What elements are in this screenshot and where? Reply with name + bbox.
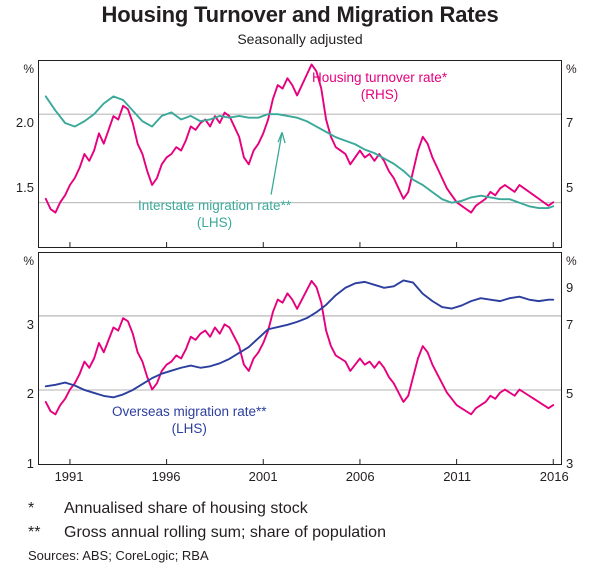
footnote-1-mark: * bbox=[28, 500, 35, 517]
top-left-tick-2-0: 2.0 bbox=[15, 115, 34, 130]
xtick-2001: 2001 bbox=[248, 469, 278, 484]
top-right-tick-5: 5 bbox=[566, 180, 574, 195]
footnote-2-mark: ** bbox=[28, 524, 41, 541]
xtick-2011: 2011 bbox=[443, 469, 472, 484]
annotation-overseas-migration bbox=[112, 404, 267, 438]
bottom-right-tick-5: 5 bbox=[566, 386, 574, 401]
bottom-right-tick-9: 9 bbox=[566, 280, 574, 295]
annotation-housing-turnover-label: Housing turnover rate* bbox=[312, 70, 448, 85]
chart-sources: Sources: ABS; CoreLogic; RBA bbox=[28, 548, 209, 563]
bottom-right-tick-7: 7 bbox=[566, 317, 574, 332]
xtick-1996: 1996 bbox=[151, 469, 181, 484]
annotation-interstate-migration bbox=[138, 198, 291, 232]
xtick-2006: 2006 bbox=[345, 469, 375, 484]
chart-subtitle: Seasonally adjusted bbox=[237, 31, 363, 47]
xtick-1991: 1991 bbox=[54, 469, 84, 484]
footnote-1-text: Annualised share of housing stock bbox=[64, 500, 308, 517]
annotation-housing-turnover bbox=[312, 70, 447, 104]
annotation-interstate-migration-axis: (LHS) bbox=[196, 214, 233, 230]
xtick-2016: 2016 bbox=[539, 469, 569, 484]
annotation-overseas-migration-axis: (LHS) bbox=[171, 420, 207, 436]
bottom-left-tick-1: 1 bbox=[26, 456, 34, 471]
annotation-housing-turnover-axis: (RHS) bbox=[360, 86, 399, 102]
panel-top-plot bbox=[39, 61, 561, 247]
top-right-axis-unit: % bbox=[566, 62, 577, 76]
top-right-tick-7: 7 bbox=[566, 115, 574, 130]
annotation-interstate-migration-label: Interstate migration rate** bbox=[138, 198, 292, 213]
bottom-left-tick-3: 3 bbox=[26, 317, 34, 332]
top-left-tick-1-5: 1.5 bbox=[15, 180, 34, 195]
page-title: Housing Turnover and Migration Rates bbox=[101, 2, 499, 27]
footnote-2-text: Gross annual rolling sum; share of population bbox=[64, 524, 386, 541]
chart-panel-top bbox=[38, 60, 562, 248]
annotation-overseas-migration-label: Overseas migration rate** bbox=[112, 404, 267, 419]
bottom-right-axis-unit: % bbox=[566, 254, 577, 268]
bottom-right-tick-3: 3 bbox=[566, 456, 574, 471]
bottom-left-axis-unit: % bbox=[23, 254, 34, 268]
bottom-left-tick-2: 2 bbox=[26, 386, 34, 401]
top-left-axis-unit: % bbox=[23, 62, 34, 76]
